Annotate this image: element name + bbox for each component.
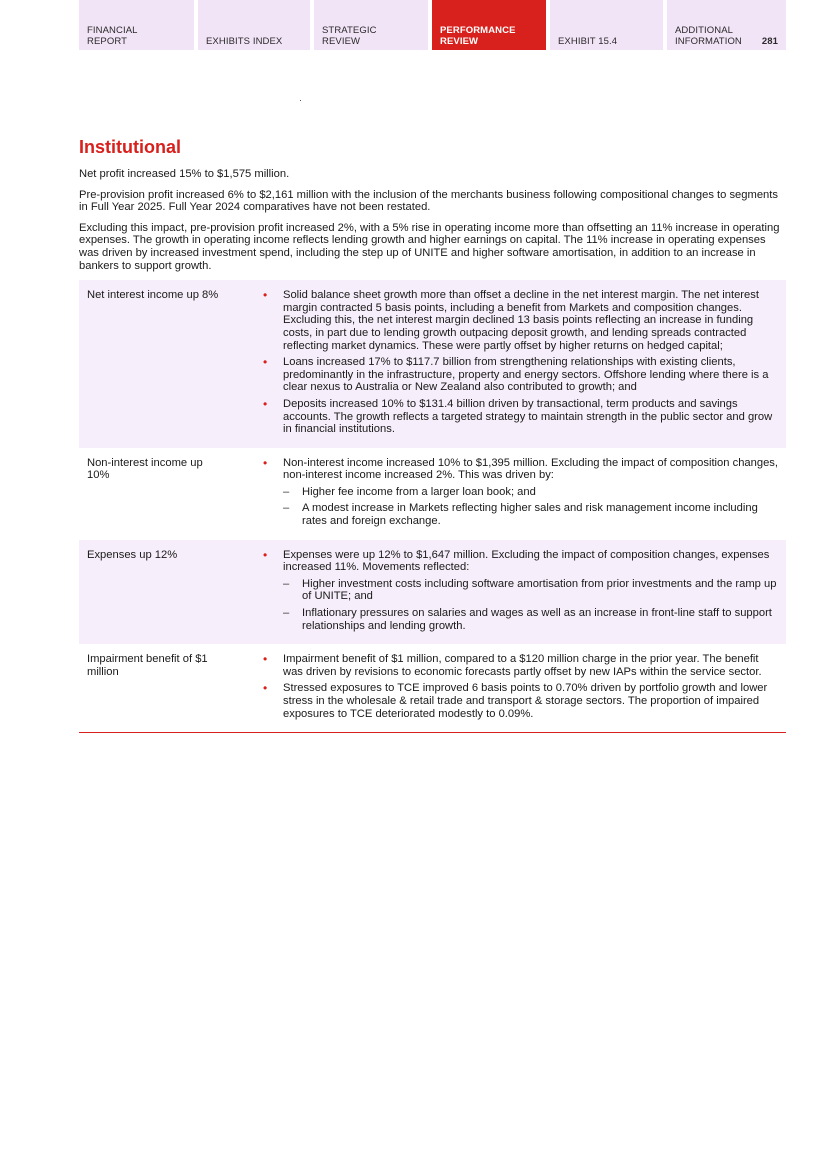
table-row <box>79 644 786 733</box>
dash-item: – Higher investment costs including software amortisation from prior investments and the ramp up of UNITE; and <box>283 578 778 603</box>
main-content <box>79 136 786 733</box>
stray-dot <box>300 100 301 101</box>
row-detail <box>255 540 786 645</box>
paragraph-net-profit: Net profit increased 15% to $1,575 million. <box>79 168 290 180</box>
paragraph-pre-provision-profit: Pre-provision profit increased 6% to $2,161 million with the inclusion of the merchants business following compositional changes to segments in Full Year 2025. Full Year 2024 comparatives have not been restated. <box>79 188 778 214</box>
row-label: Non-interest income up 10% <box>87 456 203 482</box>
paragraph-excluding-impact: Excluding this impact, pre-provision profit increased 2%, with a 5% rise in operating income more than offsetting an 11% increase in operating expenses. The growth in operating income reflects lending growth and higher earnings on capital. The 11% increase in operating expenses was driven by increased investment spend, including the step up of UNITE and higher software amortisation, in addition to an increase in bankers to support growth. <box>79 221 780 272</box>
tab-financial-report[interactable] <box>79 0 194 50</box>
tab-performance-review[interactable] <box>432 0 546 50</box>
dash-item: – Inflationary pressures on salaries and wages as well as an increase in front-line staff to support relationships and lending growth. <box>283 607 778 632</box>
page-number: 281 <box>761 35 778 47</box>
tab-label: PERFORMANCE REVIEW <box>440 25 516 47</box>
table-row <box>79 280 786 448</box>
bullet-text: Expenses were up 12% to $1,647 million. Excluding the impact of composition changes, expenses increased 11%. Movements reflected: <box>283 548 770 574</box>
row-label: Net interest income up 8% <box>79 280 255 448</box>
bullet-list <box>263 653 778 720</box>
bullet-list <box>263 457 778 482</box>
bullet-item: • Deposits increased 10% to $131.4 billion driven by transactional, term products and savings accounts. The growth reflects a targeted strategy to maintain strength in the public sector and grow in financial institutions. <box>263 398 778 436</box>
tab-label: ADDITIONAL INFORMATION <box>675 25 742 47</box>
bullet-text: Non-interest income increased 10% to $1,395 million. Excluding the impact of composition changes, non-interest income increased 2%. This was driven by: <box>283 456 779 482</box>
bullet-list <box>263 549 778 574</box>
dash-list <box>283 486 778 528</box>
table-row <box>79 448 786 540</box>
row-detail <box>255 448 786 540</box>
table-row <box>79 540 786 645</box>
tab-label: FINANCIAL REPORT <box>87 25 138 47</box>
tab-exhibit-15-4[interactable] <box>550 0 663 50</box>
row-label: Expenses up 12% <box>79 540 255 645</box>
bullet-item <box>263 549 778 574</box>
tab-label: EXHIBITS INDEX <box>206 35 283 47</box>
tab-label: EXHIBIT 15.4 <box>558 35 618 47</box>
tab-additional-information[interactable] <box>667 0 786 50</box>
dash-item: – A modest increase in Markets reflecting higher sales and risk management income including rates and foreign exchange. <box>283 502 778 527</box>
bullet-item: • Solid balance sheet growth more than offset a decline in the net interest margin. The net interest margin contracted 5 basis points, including a benefit from Markets and composition changes. Excluding this, the net interest margin declined 13 basis points reflecting an increase in funding costs, in part due to lending growth outpacing deposit growth, and lending spreads contracted reflecting market dynamics. These were partly offset by higher returns on hedged capital; <box>263 289 778 352</box>
dash-list <box>283 578 778 632</box>
section-title: Institutional <box>79 137 181 157</box>
top-navigation <box>79 0 786 50</box>
bullet-list <box>263 289 778 436</box>
tab-exhibits-index[interactable] <box>198 0 310 50</box>
row-detail <box>255 644 786 733</box>
bullet-item: • Loans increased 17% to $117.7 billion from strengthening relationships with existing clients, predominantly in the infrastructure, property and energy sectors. Offshore lending where there is a clear nexus to Australia or New Zealand also contributed to growth; and <box>263 356 778 394</box>
dash-item: – Higher fee income from a larger loan book; and <box>283 486 778 499</box>
row-label: Impairment benefit of $1 million <box>79 644 255 733</box>
tab-strategic-review[interactable] <box>314 0 428 50</box>
bullet-item <box>263 457 778 482</box>
row-detail <box>255 280 786 448</box>
bullet-item: • Impairment benefit of $1 million, compared to a $120 million charge in the prior year. The benefit was driven by revisions to economic forecasts partly offset by new IAPs within the service sector. <box>263 653 778 678</box>
performance-table <box>79 280 786 733</box>
tab-label: STRATEGIC REVIEW <box>322 25 377 47</box>
bullet-item: • Stressed exposures to TCE improved 6 basis points to 0.70% driven by portfolio growth and lower stress in the wholesale & retail trade and transport & storage sectors. The proportion of impaired exposures to TCE deteriorated modestly to 0.09%. <box>263 682 778 720</box>
